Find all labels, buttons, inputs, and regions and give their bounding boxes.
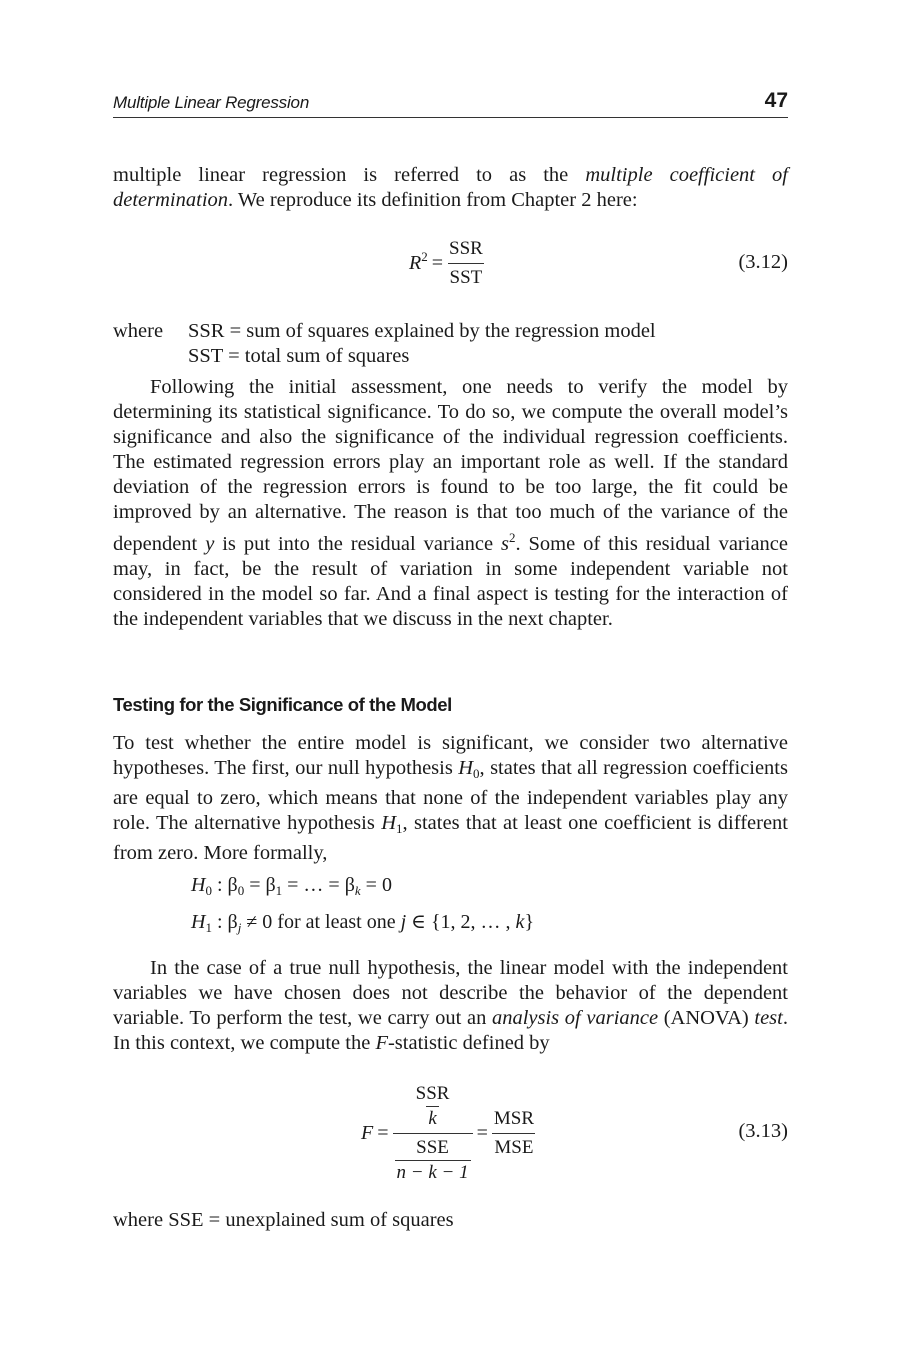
alternative-hypothesis: $H_1$ : $\beta_j \ne 0$ for at least one j ∈ {1, 2, … , k}	[191, 911, 535, 935]
equation-number: (3.13)	[738, 1120, 788, 1142]
where-sse-definition: where SSE = unexplained sum of squares	[113, 1209, 454, 1231]
paragraph-model-verification: Following the initial assessment, one needs to verify the model by determining its statistical significance. To do so, we compute the overall model’s significance and also the significance of the individual regression coefficients. The estimated regression errors play an important role as well. If the standard deviation of the regression errors is found to be too large, the fit could be improved by an alternative. The reason is that too much of the variance of the dependent y is put into the residual variance $s^2$. Some of this residual variance may, in fact, be the result of variation in some independent variable not considered in the model so far. And a final aspect is testing for the interaction of the independent variables that we discuss in the next chapter.	[113, 376, 788, 630]
paragraph-anova: In the case of a true null hypothesis, the linear model with the independent variables we have chosen does not describe the behavior of the dependent variable. To perform the test, we carry out an analysis of variance (ANOVA) test. In this context, we compute the F-statistic defined by	[113, 957, 788, 1054]
equation-3-12: R $^2$ = $\frac{\text{SSR}}{\text{SST}}$ (3.12)	[409, 237, 788, 288]
running-head	[113, 89, 788, 118]
term-analysis-of-variance: analysis of variance	[491, 1007, 659, 1029]
section-heading: Testing for the Significance of the Model	[113, 694, 452, 715]
null-hypothesis: $H_0$ : $\beta_0 = \beta_1$ = … = $\beta_k = 0$	[191, 874, 392, 898]
running-title: Multiple Linear Regression	[113, 93, 310, 112]
paragraph-hypotheses: To test whether the entire model is significant, we consider two alternative hypotheses. The first, our null hypothesis $H_0$, states that all regression coefficients are equal to zero, which means that none of the independent variables play any role. The alternative hypothesis $H_1$, states that at least one coefficient is different from zero. More formally,	[113, 732, 788, 864]
paragraph-coefficient-of-determination: multiple linear regression is referred to as the multiple coefficient of determination. We reproduce its definition from Chapter 2 here:	[113, 164, 788, 211]
where-definitions: where SSR = sum of squares explained by the regression model SST = total sum of squares	[113, 320, 656, 367]
equation-3-13: F = $\frac{\frac{\text{SSR}}{k}}{\frac{\text{SSE}}{n - k - 1}}$ = $\frac{\text{MSR}}{\text{MSE}}$ (3.13)	[361, 1082, 788, 1183]
fraction-ssr-over-sst: $\frac{\text{SSR}}{\text{SST}}$	[449, 237, 483, 288]
compound-fraction: $\frac{\frac{\text{SSR}}{k}}{\frac{\text{SSE}}{n - k - 1}}$	[393, 1083, 473, 1184]
term-multiple-coefficient: multiple coefficient of determination	[113, 164, 788, 211]
page-number: 47	[764, 89, 788, 112]
equation-number: (3.12)	[738, 251, 788, 273]
book-page	[113, 0, 788, 1350]
fraction-msr-over-mse: $\frac{\text{MSR}}{\text{MSE}}$	[493, 1107, 534, 1158]
